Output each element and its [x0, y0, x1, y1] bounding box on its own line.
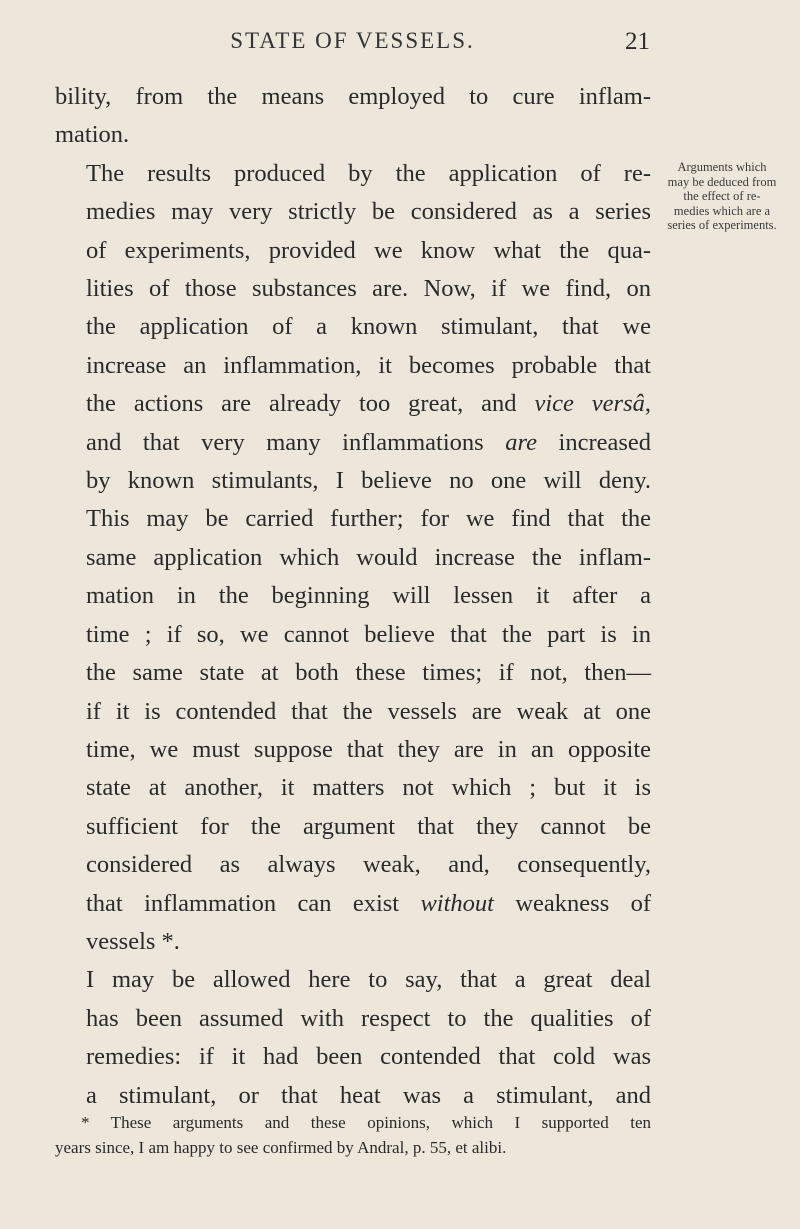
text-line: bility, from the means employed to cure inflam-: [55, 83, 651, 110]
text-line: medies may very strictly be considered as a series: [86, 198, 651, 226]
text-line: considered as always weak, and, consequently,: [86, 851, 651, 879]
text-line: time ; if so, we cannot believe that the part is in: [86, 620, 651, 648]
text-line: by known stimulants, I believe no one will deny.: [86, 467, 651, 495]
text-line: the application of a known stimulant, that we: [86, 313, 651, 341]
text-line: has been assumed with respect to the qualities of: [86, 1004, 651, 1032]
text-line: sufficient for the argument that they cannot be: [86, 812, 651, 840]
text-line: I may be allowed here to say, that a great deal: [86, 966, 651, 994]
running-head: STATE OF VESSELS.: [230, 28, 475, 53]
page-header: [55, 28, 650, 58]
margin-note: Arguments which may be deduced from the effect of re-medies which are a series of experiments.: [667, 160, 777, 232]
text-line: remedies: if it had been contended that cold was: [86, 1043, 651, 1071]
page-number: 21: [625, 28, 650, 55]
text-line: mation.: [55, 121, 130, 149]
text-line: mation in the beginning will lessen it after a: [86, 582, 651, 610]
text-line: of experiments, provided we know what the qua-: [86, 236, 651, 264]
paragraph-3: [55, 961, 651, 1115]
text-line: the same state at both these times; if not, then—: [86, 659, 651, 687]
text-line: The results produced by the application of re-: [86, 159, 651, 187]
text-line: vessels *.: [86, 927, 180, 955]
paragraph-2: [55, 155, 651, 962]
text-line: This may be carried further; for we find that the: [86, 505, 651, 533]
text-line: the actions are already too great, and vice versâ,: [86, 390, 652, 418]
text-line: a stimulant, or that heat was a stimulant, and: [86, 1081, 651, 1109]
body-text: [55, 78, 651, 1115]
footnote: [55, 1110, 651, 1160]
text-line: increase an inflammation, it becomes probable that: [86, 351, 651, 379]
footnote-line: * These arguments and these opinions, which I supported ten: [81, 1113, 651, 1132]
text-line: that inflammation can exist without weakness of: [86, 889, 652, 917]
text-line: time, we must suppose that they are in an opposite: [86, 735, 651, 763]
paragraph-1: [55, 78, 651, 155]
text-line: if it is contended that the vessels are weak at one: [86, 697, 651, 725]
text-line: state at another, it matters not which ; but it is: [86, 774, 651, 802]
text-line: same application which would increase the inflam-: [86, 543, 651, 571]
text-line: and that very many inflammations are increased: [86, 428, 652, 456]
footnote-line: years since, I am happy to see confirmed by Andral, p. 55, et alibi.: [55, 1138, 507, 1157]
text-line: lities of those substances are. Now, if we find, on: [86, 275, 651, 303]
